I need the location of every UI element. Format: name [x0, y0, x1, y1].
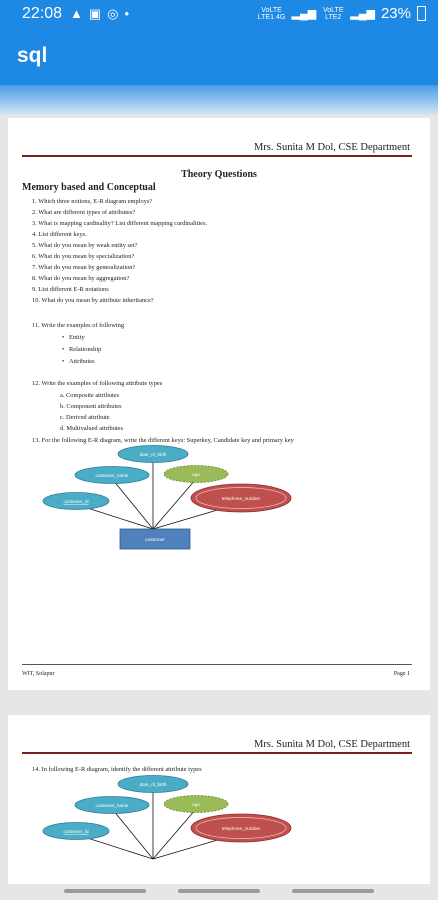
- list-item: b. Component attributes: [60, 403, 122, 410]
- attribute-label: customer_id: [63, 499, 89, 504]
- bullet-label: Entity: [69, 334, 85, 341]
- question-item: 5. What do you mean by weak entity set?: [32, 242, 138, 249]
- question-item: 12. Write the examples of following attribute types: [32, 380, 163, 387]
- entity-customer: [120, 529, 190, 549]
- battery-level: 23%: [380, 5, 411, 22]
- list-item: a. Composite attributes: [60, 392, 120, 399]
- status-time: 22:08: [22, 5, 63, 22]
- section-heading: Memory based and Conceptual: [22, 182, 156, 193]
- attribute-label: telephone_number: [221, 496, 261, 501]
- footer-rule: [22, 664, 412, 665]
- attribute-customer_name: [75, 797, 149, 814]
- attribute-label: customer_name: [95, 803, 129, 808]
- document-title: Theory Questions: [181, 169, 257, 180]
- list-item: c. Derived attribute: [60, 414, 110, 421]
- connector-line: [113, 810, 153, 859]
- attribute-customer_name: [75, 467, 149, 484]
- bullet-item: • Attributes: [62, 358, 95, 365]
- warning-icon: ▲: [70, 6, 89, 21]
- page-header: Mrs. Sunita M Dol, CSE Department: [253, 739, 410, 750]
- entity-label: customer: [145, 538, 165, 543]
- attribute-customer_id-key: [43, 823, 109, 840]
- question-item: 2. What are different types of attributes?: [32, 209, 136, 216]
- question-item: 8. What do you mean by aggregation?: [32, 275, 130, 282]
- header-rule: [22, 155, 412, 157]
- toolbar-shadow-strip: [0, 85, 438, 115]
- attribute-label: customer_name: [95, 473, 129, 478]
- connector-line: [113, 480, 153, 529]
- document-page-1[interactable]: [8, 118, 430, 690]
- attribute-age-derived: [164, 796, 228, 813]
- question-item: 10. What do you mean by attribute inheritance?: [32, 297, 154, 304]
- list-item: d. Multivalued attributes: [60, 425, 124, 432]
- image-icon: ▣: [88, 6, 108, 21]
- er-diagram: [8, 443, 430, 555]
- sim2-label: VoLTE LTE2: [323, 6, 344, 21]
- bullet-label: Relationship: [69, 346, 102, 353]
- sim1-label: VoLTE LTE1 4G: [257, 6, 286, 21]
- question-item: 14. In following E-R diagram, identify the different attribute types: [32, 766, 202, 773]
- bullet-item: • Relationship: [62, 346, 102, 353]
- attribute-customer_id-key: [43, 493, 109, 510]
- signal-icon: ▂▄▆: [291, 8, 317, 20]
- nav-recents-button[interactable]: [292, 889, 374, 893]
- attribute-date_of_birth: [118, 776, 188, 793]
- question-item: 7. What do you mean by generalization?: [32, 264, 136, 271]
- attribute-age-derived: [164, 466, 228, 483]
- nav-back-button[interactable]: [64, 889, 146, 893]
- attribute-label: date_of_birth: [139, 782, 167, 787]
- attribute-label: telephone_number: [221, 826, 261, 831]
- connector-line: [153, 479, 196, 529]
- whatsapp-icon: ◎: [107, 6, 125, 21]
- status-right: [258, 5, 426, 22]
- question-item: 6. What do you mean by specialization?: [32, 253, 135, 260]
- signal-icon-2: ▂▄▆: [350, 8, 375, 20]
- page-header: Mrs. Sunita M Dol, CSE Department: [253, 142, 410, 153]
- dot-icon: •: [124, 6, 136, 21]
- attribute-telephone_number-multivalued: [191, 484, 291, 512]
- question-item: 1. Which three notions, E-R diagram employs?: [32, 198, 153, 205]
- app-title: sql: [17, 44, 48, 67]
- footer-left: WIT, Solapur: [22, 671, 55, 677]
- question-item: 3. What is mapping cardinality? List different mapping cardinalities.: [32, 220, 208, 227]
- question-item: 9. List different E-R notations: [32, 286, 109, 293]
- er-diagram-2: [8, 773, 430, 885]
- header-rule: [22, 752, 412, 754]
- attribute-telephone_number-multivalued: [191, 814, 291, 842]
- connector-line: [153, 809, 196, 859]
- attribute-label: age: [192, 472, 200, 477]
- document-page-2[interactable]: [8, 715, 430, 900]
- footer-page-number: Page 1: [393, 671, 410, 677]
- question-item: 4. List different keys.: [32, 231, 87, 238]
- attribute-label: age: [192, 802, 200, 807]
- nav-home-button[interactable]: [178, 889, 260, 893]
- notification-icons: [70, 6, 135, 22]
- battery-icon: [417, 6, 426, 21]
- app-bar: [0, 30, 438, 85]
- attribute-label: customer_id: [63, 829, 89, 834]
- attribute-label: date_of_birth: [139, 452, 167, 457]
- status-bar: [0, 0, 438, 30]
- question-item: 11. Write the examples of following: [32, 322, 125, 329]
- question-item: 13. For the following E-R diagram, write the different keys: Superkey, Candidate key and primary key: [32, 437, 294, 444]
- bullet-label: Attributes: [69, 358, 95, 365]
- attribute-date_of_birth: [118, 446, 188, 463]
- bullet-item: • Entity: [62, 334, 85, 341]
